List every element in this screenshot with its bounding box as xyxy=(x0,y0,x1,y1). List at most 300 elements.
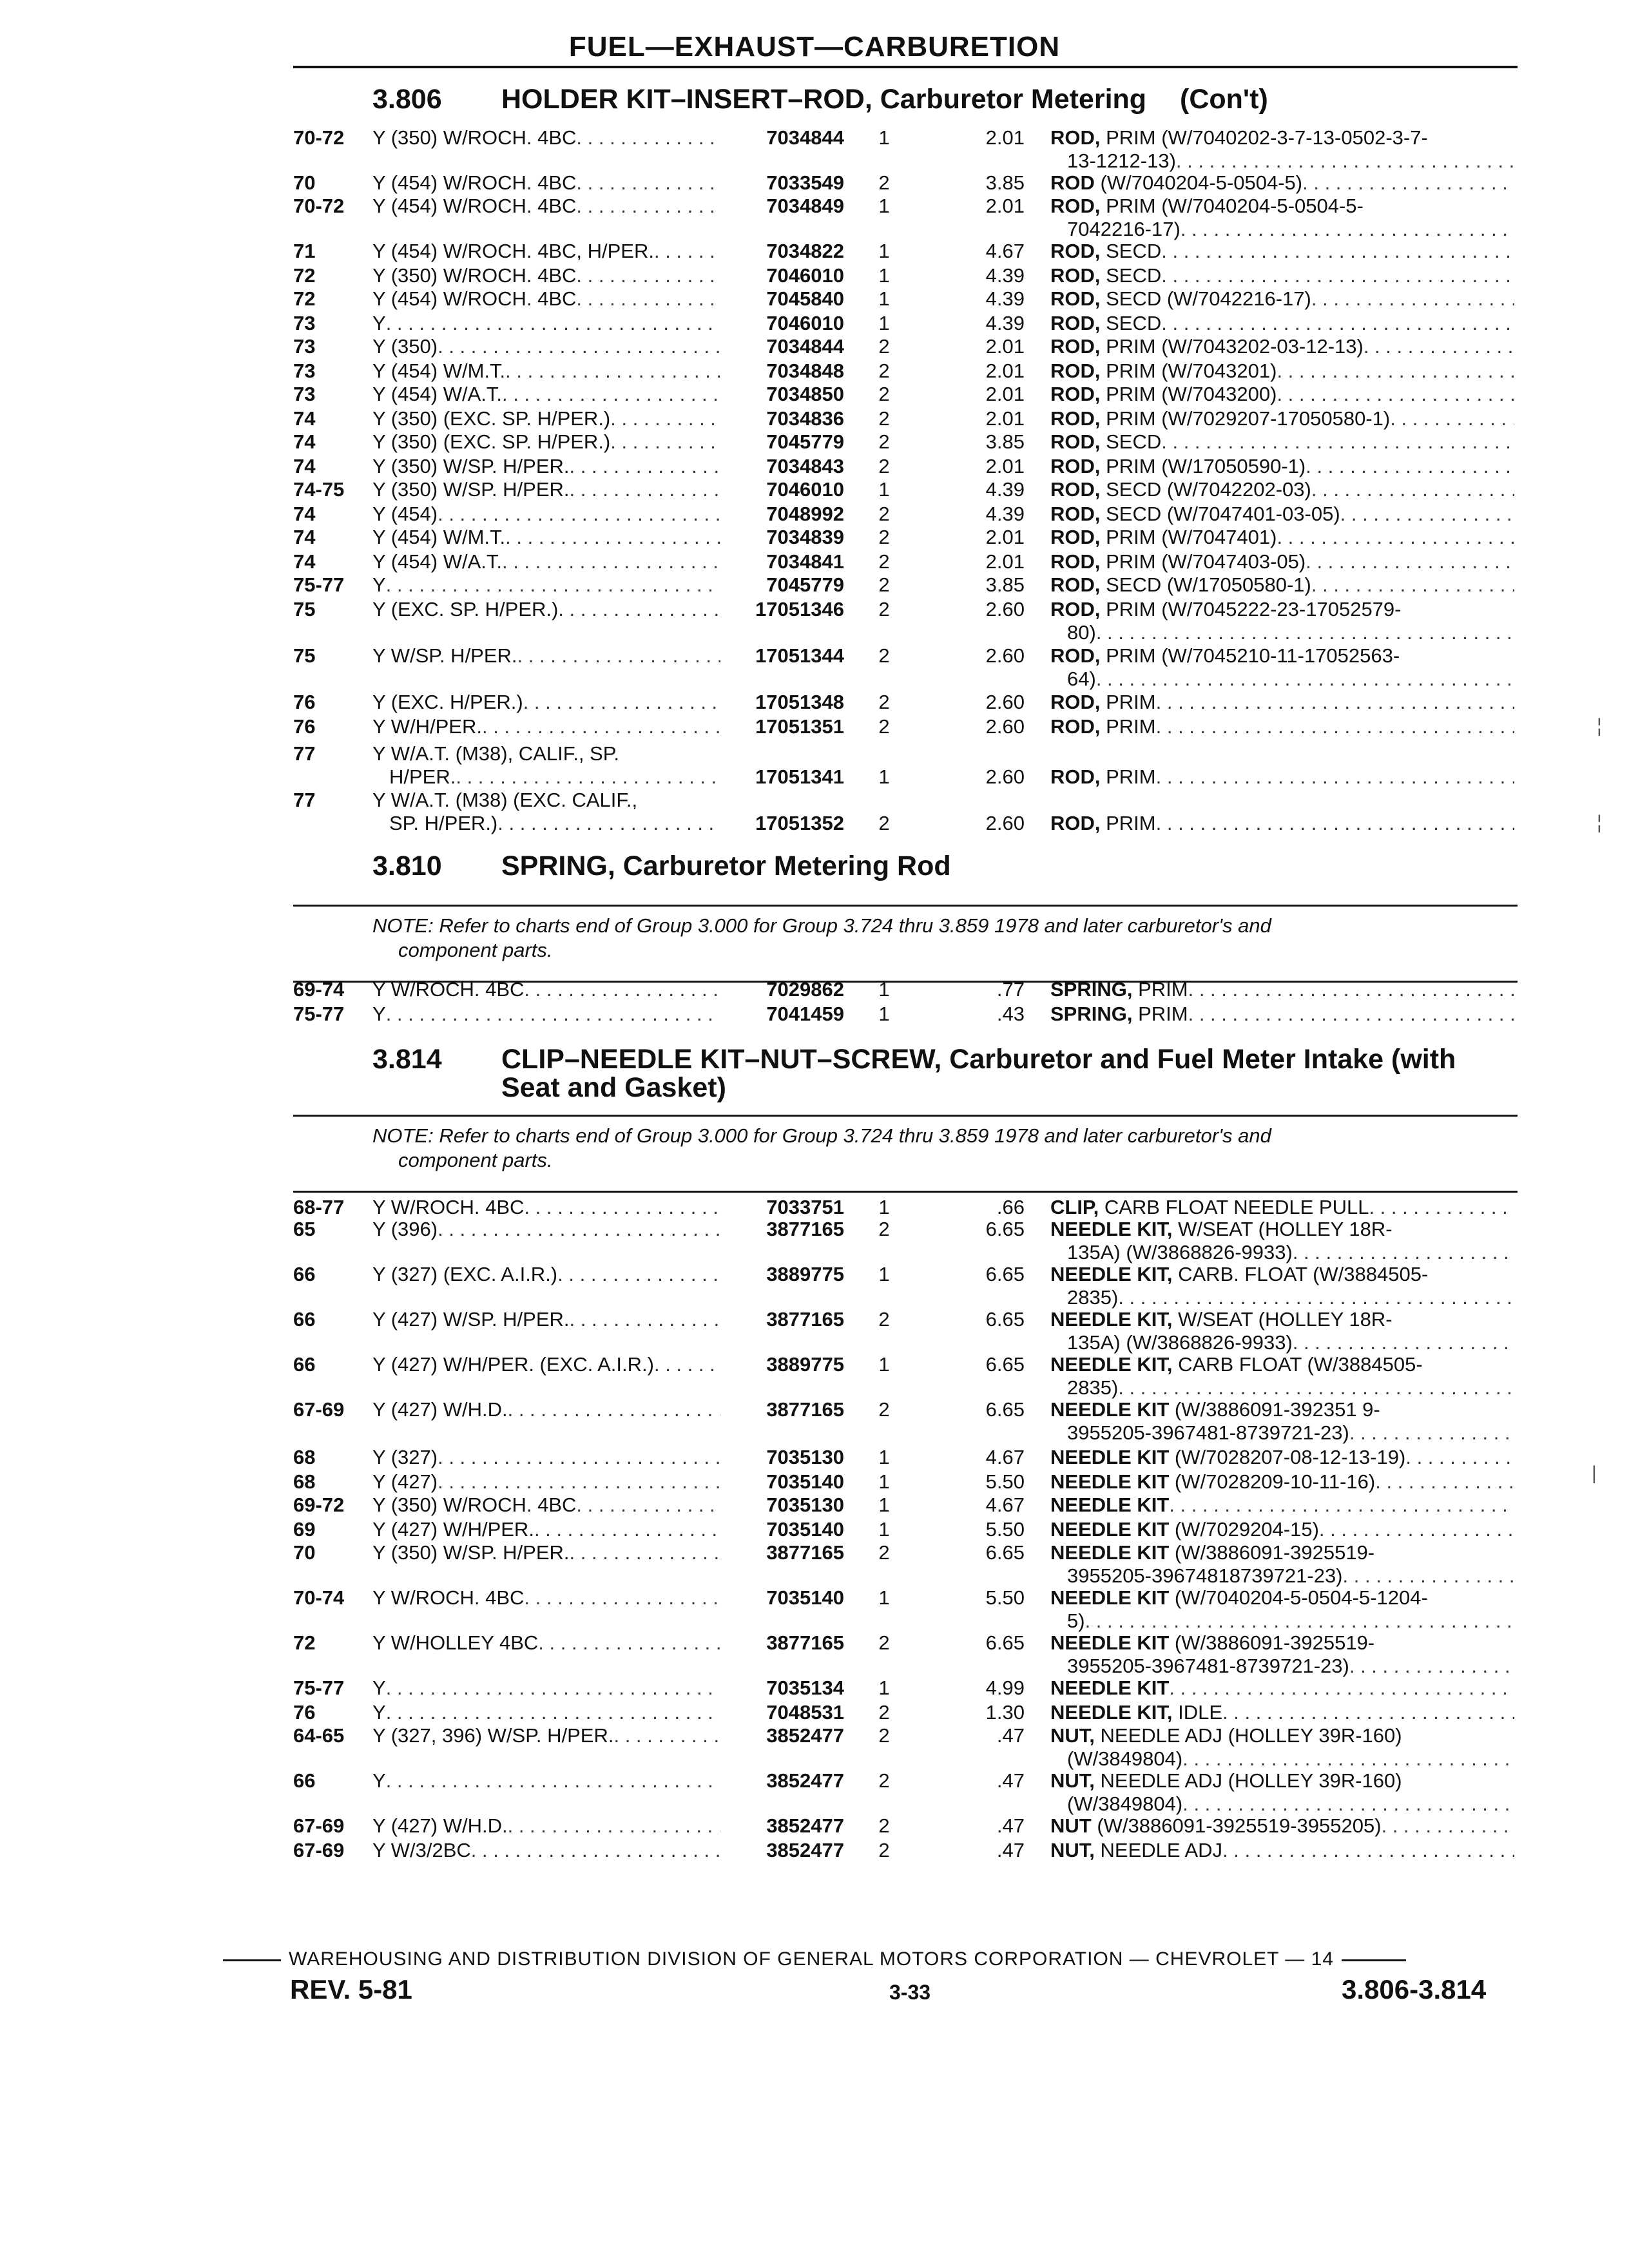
dot-leader xyxy=(1188,978,1514,1001)
description-text: 135A) (W/3868826-9933) xyxy=(1067,1331,1293,1354)
model-application xyxy=(372,1446,720,1469)
model-text: Y (427) W/H.D. xyxy=(372,1814,508,1837)
quantity: 1 xyxy=(878,1446,890,1468)
part-description xyxy=(1050,1196,1514,1219)
price: 6.65 xyxy=(985,1308,1025,1331)
price: 1.30 xyxy=(985,1701,1025,1724)
part-description xyxy=(1050,1518,1514,1541)
model-application xyxy=(372,1677,720,1700)
dot-leader xyxy=(386,573,720,597)
model-application xyxy=(372,264,720,287)
description-text: NEEDLE KIT xyxy=(1050,1677,1170,1699)
dot-leader xyxy=(1169,1677,1514,1700)
dot-leader xyxy=(1156,765,1514,789)
model-text: Y (327, 396) W/SP. H/PER. xyxy=(372,1724,614,1747)
price: 2.01 xyxy=(985,126,1025,149)
price: .47 xyxy=(996,1769,1025,1792)
model-application xyxy=(372,598,720,621)
dot-leader xyxy=(438,1470,720,1494)
quantity: 1 xyxy=(878,478,890,501)
dot-leader xyxy=(576,287,720,311)
part-description xyxy=(1050,503,1514,526)
section-suffix: (Con't) xyxy=(1180,84,1268,115)
part-number: 7035140 xyxy=(766,1518,844,1541)
model-application xyxy=(372,1631,720,1655)
model-application xyxy=(372,1586,720,1610)
description-text: ROD, PRIM (W/17050590-1) xyxy=(1050,455,1306,477)
quantity: 2 xyxy=(878,430,890,453)
quantity: 1 xyxy=(878,765,890,788)
part-number: 7034841 xyxy=(766,550,844,573)
description-text: NEEDLE KIT (W/7028209-10-11-16) xyxy=(1050,1470,1376,1493)
description-text: ROD, SECD (W/7042202-03) xyxy=(1050,478,1311,501)
dot-leader xyxy=(438,1218,720,1241)
model-year: 70 xyxy=(293,1541,316,1564)
dot-leader xyxy=(1293,1241,1514,1264)
part-number: 7034849 xyxy=(766,195,844,217)
model-text: Y W/3/2BC xyxy=(372,1839,471,1861)
model-application xyxy=(372,171,720,195)
model-application xyxy=(372,1196,720,1219)
model-year: 69 xyxy=(293,1518,316,1541)
quantity: 2 xyxy=(878,812,890,834)
description-text: ROD, PRIM (W/7047401) xyxy=(1050,526,1277,548)
section-title-3806 xyxy=(372,84,1268,115)
part-description xyxy=(1050,126,1514,173)
model-text: Y xyxy=(372,1003,386,1025)
description-text: NEEDLE KIT, W/SEAT (HOLLEY 18R- xyxy=(1050,1218,1393,1240)
dot-leader xyxy=(1182,1747,1514,1771)
description-text: 3955205-39674818739721-23) xyxy=(1067,1564,1343,1587)
dot-leader xyxy=(1161,430,1514,454)
dot-leader xyxy=(1349,1655,1514,1678)
description-text: 2835) xyxy=(1067,1286,1119,1309)
dot-leader xyxy=(1340,503,1514,526)
description-text: ROD, PRIM (W/7043202-03-12-13) xyxy=(1050,335,1364,358)
price: 4.39 xyxy=(985,478,1025,501)
price: .47 xyxy=(996,1814,1025,1837)
price: .47 xyxy=(996,1839,1025,1861)
price: 4.67 xyxy=(985,1446,1025,1468)
price: 2.60 xyxy=(985,598,1025,620)
model-year: 66 xyxy=(293,1769,316,1792)
description-text: NEEDLE KIT (W/3886091-3925519- xyxy=(1050,1541,1375,1564)
model-text: Y (454) W/ROCH. 4BC xyxy=(372,171,577,194)
model-year: 75-77 xyxy=(293,573,345,596)
description-text: ROD, SECD xyxy=(1050,240,1162,262)
description-text: ROD, PRIM (W/7045210-11-17052563- xyxy=(1050,644,1400,667)
quantity: 2 xyxy=(878,1814,890,1837)
part-number: 7034843 xyxy=(766,455,844,477)
part-description xyxy=(1050,526,1514,549)
quantity: 1 xyxy=(878,1494,890,1516)
quantity: 1 xyxy=(878,195,890,217)
part-number: 7045779 xyxy=(766,430,844,453)
model-text: Y (454) xyxy=(372,503,438,525)
part-number: 3852477 xyxy=(766,1769,844,1792)
model-year: 65 xyxy=(293,1218,316,1240)
dot-leader xyxy=(570,478,720,501)
quantity: 2 xyxy=(878,1631,890,1654)
model-text: Y (454) W/M.T. xyxy=(372,526,506,548)
dot-leader xyxy=(1118,1376,1514,1399)
part-number: 7034848 xyxy=(766,360,844,382)
model-year: 72 xyxy=(293,1631,316,1654)
price: .43 xyxy=(996,1003,1025,1025)
part-description xyxy=(1050,1631,1514,1678)
dot-leader xyxy=(1343,1564,1514,1588)
price: 2.01 xyxy=(985,383,1025,405)
model-year: 72 xyxy=(293,264,316,287)
model-application xyxy=(372,478,720,501)
price: 2.60 xyxy=(985,644,1025,667)
model-application xyxy=(372,1263,720,1286)
price: 4.39 xyxy=(985,287,1025,310)
part-number: 7048531 xyxy=(766,1701,844,1724)
model-application xyxy=(372,1814,720,1838)
dot-leader xyxy=(576,171,720,195)
model-text: Y (350) (EXC. SP. H/PER.) xyxy=(372,407,611,430)
part-description xyxy=(1050,1003,1514,1026)
note-1 xyxy=(372,914,1532,963)
part-description xyxy=(1050,598,1514,644)
model-year: 68 xyxy=(293,1446,316,1468)
model-year: 67-69 xyxy=(293,1398,345,1421)
model-application xyxy=(372,430,720,454)
part-number: 3877165 xyxy=(766,1541,844,1564)
model-application xyxy=(372,455,720,478)
part-description xyxy=(1050,360,1514,383)
part-number: 7034822 xyxy=(766,240,844,262)
model-year: 64-65 xyxy=(293,1724,345,1747)
dot-leader xyxy=(1169,1494,1514,1517)
model-application xyxy=(372,1769,720,1792)
model-application xyxy=(372,407,720,430)
price: 2.01 xyxy=(985,550,1025,573)
model-year: 68 xyxy=(293,1470,316,1493)
description-text: ROD, PRIM (W/7040204-5-0504-5- xyxy=(1050,195,1364,217)
quantity: 2 xyxy=(878,171,890,194)
dot-leader xyxy=(1311,478,1514,501)
model-text: Y W/SP. H/PER. xyxy=(372,644,517,667)
price: 3.85 xyxy=(985,573,1025,596)
description-text: NEEDLE KIT (W/7028207-08-12-13-19) xyxy=(1050,1446,1406,1468)
part-number: 17051341 xyxy=(755,765,844,788)
model-text: Y (427) xyxy=(372,1470,438,1493)
dot-leader xyxy=(497,812,720,835)
dot-leader xyxy=(1161,240,1514,263)
dot-leader xyxy=(613,1724,720,1747)
dot-leader xyxy=(505,360,720,383)
model-text: Y (350) W/SP. H/PER. xyxy=(372,478,570,501)
model-application xyxy=(372,312,720,335)
description-text: ROD, PRIM (W/7043200) xyxy=(1050,383,1277,405)
description-text: ROD, PRIM xyxy=(1050,691,1156,713)
part-number: 3889775 xyxy=(766,1263,844,1285)
dot-leader xyxy=(386,312,720,335)
dot-leader xyxy=(1156,691,1514,714)
part-number: 7035130 xyxy=(766,1446,844,1468)
part-description xyxy=(1050,264,1514,287)
description-text: ROD, SECD xyxy=(1050,312,1162,334)
description-text: 13-1212-13) xyxy=(1067,149,1176,172)
model-text: Y (454) W/M.T. xyxy=(372,360,506,382)
description-text: NEEDLE KIT, IDLE xyxy=(1050,1701,1222,1724)
price: 4.99 xyxy=(985,1677,1025,1699)
quantity: 2 xyxy=(878,573,890,596)
quantity: 2 xyxy=(878,1398,890,1421)
model-text: Y (350) xyxy=(372,335,438,358)
part-number: 3877165 xyxy=(766,1308,844,1331)
quantity: 1 xyxy=(878,287,890,310)
quantity: 1 xyxy=(878,1470,890,1493)
model-year: 66 xyxy=(293,1308,316,1331)
model-text: Y W/ROCH. 4BC xyxy=(372,978,525,1001)
model-year: 73 xyxy=(293,312,316,334)
dot-leader xyxy=(505,526,720,549)
part-description xyxy=(1050,715,1514,738)
scan-mark: ¦ xyxy=(1597,812,1602,833)
model-year: 77 xyxy=(293,742,316,765)
section-name: SPRING, Carburetor Metering Rod xyxy=(501,850,951,881)
dot-leader xyxy=(1311,287,1514,311)
model-text: Y (327) xyxy=(372,1446,438,1468)
dot-leader xyxy=(502,383,720,406)
part-number: 7045840 xyxy=(766,287,844,310)
part-description xyxy=(1050,335,1514,358)
note-line: component parts. xyxy=(398,939,553,961)
quantity: 2 xyxy=(878,598,890,620)
part-description xyxy=(1050,195,1514,241)
model-application xyxy=(372,287,720,311)
description-text: 5) xyxy=(1067,1610,1085,1632)
description-text: ROD, PRIM xyxy=(1050,812,1156,834)
model-application xyxy=(372,691,720,714)
price: 6.65 xyxy=(985,1541,1025,1564)
description-text: ROD, SECD xyxy=(1050,264,1162,287)
part-description xyxy=(1050,240,1514,263)
dot-leader xyxy=(1277,526,1514,549)
quantity: 1 xyxy=(878,1196,890,1218)
description-text: 3955205-3967481-8739721-23) xyxy=(1067,1655,1349,1677)
quantity: 1 xyxy=(878,264,890,287)
dot-leader xyxy=(456,765,720,789)
note-2 xyxy=(372,1124,1532,1173)
dot-leader xyxy=(386,1677,720,1700)
quantity: 2 xyxy=(878,383,890,405)
model-text: Y xyxy=(372,573,386,596)
description-text: CLIP, CARB FLOAT NEEDLE PULL xyxy=(1050,1196,1369,1218)
part-number: 7035130 xyxy=(766,1494,844,1516)
part-number: 7041459 xyxy=(766,1003,844,1025)
description-text: ROD, SECD (W/7042216-17) xyxy=(1050,287,1311,310)
part-number: 3852477 xyxy=(766,1724,844,1747)
dot-leader xyxy=(1369,1196,1514,1219)
model-application xyxy=(372,1839,720,1862)
description-text: NUT, NEEDLE ADJ (HOLLEY 39R-160) xyxy=(1050,1724,1402,1747)
price: 4.39 xyxy=(985,503,1025,525)
model-application xyxy=(372,1724,720,1747)
dot-leader xyxy=(576,195,720,218)
dot-leader xyxy=(438,335,720,358)
dot-leader xyxy=(1222,1839,1514,1862)
dot-leader xyxy=(1085,1610,1514,1633)
model-application xyxy=(372,1218,720,1241)
model-year: 70 xyxy=(293,171,316,194)
model-year: 71 xyxy=(293,240,316,262)
quantity: 2 xyxy=(878,715,890,738)
model-text: Y (350) W/ROCH. 4BC xyxy=(372,1494,577,1516)
dot-leader xyxy=(482,715,720,738)
part-description xyxy=(1050,171,1514,195)
dot-leader xyxy=(576,264,720,287)
quantity: 2 xyxy=(878,335,890,358)
part-number: 3877165 xyxy=(766,1218,844,1240)
section-number: 3.814 xyxy=(372,1044,442,1075)
model-year: 66 xyxy=(293,1353,316,1376)
price: .47 xyxy=(996,1724,1025,1747)
model-year: 73 xyxy=(293,335,316,358)
price: 4.67 xyxy=(985,1494,1025,1516)
dot-leader xyxy=(502,550,720,573)
model-text: Y (396) xyxy=(372,1218,438,1240)
part-number: 17051344 xyxy=(755,644,844,667)
model-year: 73 xyxy=(293,360,316,382)
description-text: ROD, PRIM (W/7047403-05) xyxy=(1050,550,1306,573)
price: 6.65 xyxy=(985,1218,1025,1240)
part-description xyxy=(1050,1769,1514,1816)
dot-leader xyxy=(1306,550,1514,573)
description-text: ROD, SECD (W/17050580-1) xyxy=(1050,573,1311,596)
price: 4.39 xyxy=(985,312,1025,334)
model-text: Y (427) W/H/PER. (EXC. A.I.R.) xyxy=(372,1353,654,1376)
description-text: ROD, SECD xyxy=(1050,430,1162,453)
description-text: 3955205-3967481-8739721-23) xyxy=(1067,1421,1349,1444)
model-year: 70-72 xyxy=(293,195,345,217)
model-application xyxy=(372,1541,720,1564)
model-text: Y (350) W/SP. H/PER. xyxy=(372,455,570,477)
model-text: Y (427) W/SP. H/PER. xyxy=(372,1308,570,1331)
part-description xyxy=(1050,287,1514,311)
model-application xyxy=(372,383,720,406)
part-description xyxy=(1050,1814,1514,1838)
model-year: 66 xyxy=(293,1263,316,1285)
model-text: Y (454) W/A.T. xyxy=(372,550,502,573)
model-year: 74 xyxy=(293,407,316,430)
description-text: (W/3849804) xyxy=(1067,1792,1183,1815)
description-text: 64) xyxy=(1067,668,1096,690)
part-description xyxy=(1050,1494,1514,1517)
model-text: Y (350) W/ROCH. 4BC xyxy=(372,126,577,149)
description-text: NEEDLE KIT, CARB FLOAT (W/3884505- xyxy=(1050,1353,1423,1376)
part-description xyxy=(1050,1398,1514,1445)
quantity: 1 xyxy=(878,312,890,334)
model-text: Y (454) W/A.T. xyxy=(372,383,502,405)
description-text: 80) xyxy=(1067,621,1096,644)
model-text: Y W/ROCH. 4BC xyxy=(372,1196,525,1218)
section-name: CLIP–NEEDLE KIT–NUT–SCREW, Carburetor and Fuel Meter Intake (with xyxy=(501,1044,1456,1075)
price: 2.60 xyxy=(985,812,1025,834)
model-year: 72 xyxy=(293,287,316,310)
part-number: 7033549 xyxy=(766,171,844,194)
model-text: Y (350) W/SP. H/PER. xyxy=(372,1541,570,1564)
dot-leader xyxy=(1181,218,1514,241)
dot-leader xyxy=(438,1446,720,1469)
model-year: 75 xyxy=(293,644,316,667)
model-application xyxy=(372,1518,720,1541)
quantity: 2 xyxy=(878,407,890,430)
part-description xyxy=(1050,1541,1514,1588)
model-year: 76 xyxy=(293,691,316,713)
dot-leader xyxy=(1156,715,1514,738)
description-text: SPRING, PRIM xyxy=(1050,978,1188,1001)
section-number: 3.806 xyxy=(372,84,442,115)
quantity: 2 xyxy=(878,503,890,525)
description-text: NUT, NEEDLE ADJ xyxy=(1050,1839,1223,1861)
quantity: 1 xyxy=(878,1677,890,1699)
model-application xyxy=(372,978,720,1001)
price: 5.50 xyxy=(985,1518,1025,1541)
model-application xyxy=(372,503,720,526)
model-text: Y (327) (EXC. A.I.R.) xyxy=(372,1263,558,1285)
dot-leader xyxy=(1096,621,1514,644)
price: 2.01 xyxy=(985,195,1025,217)
dot-leader xyxy=(1182,1792,1514,1816)
price: 2.01 xyxy=(985,455,1025,477)
model-year: 73 xyxy=(293,383,316,405)
part-description xyxy=(1050,407,1514,430)
part-description xyxy=(1050,1470,1514,1494)
part-number: 7048992 xyxy=(766,503,844,525)
model-year: 70-74 xyxy=(293,1586,345,1609)
part-description xyxy=(1050,1263,1514,1309)
part-description xyxy=(1050,644,1514,691)
model-year: 69-74 xyxy=(293,978,345,1001)
dot-leader xyxy=(1156,812,1514,835)
part-description xyxy=(1050,573,1514,597)
section-range: 3.806-3.814 xyxy=(1342,1974,1487,2004)
dot-leader xyxy=(570,455,720,478)
page-number: 3-33 xyxy=(889,1981,931,2004)
description-text: ROD, PRIM (W/7029207-17050580-1) xyxy=(1050,407,1391,430)
part-number: 7046010 xyxy=(766,264,844,287)
model-text: Y W/H/PER. xyxy=(372,715,482,738)
quantity: 2 xyxy=(878,1839,890,1861)
dot-leader xyxy=(1293,1331,1514,1354)
part-description xyxy=(1050,978,1514,1001)
dot-leader xyxy=(386,1003,720,1026)
description-text: NEEDLE KIT (W/3886091-392351 9- xyxy=(1050,1398,1380,1421)
part-number: 7034844 xyxy=(766,335,844,358)
model-application xyxy=(372,195,720,218)
model-text: Y xyxy=(372,1701,386,1724)
part-number: 3877165 xyxy=(766,1398,844,1421)
model-year: 76 xyxy=(293,715,316,738)
price: 3.85 xyxy=(985,430,1025,453)
dot-leader xyxy=(1405,1446,1514,1469)
model-application xyxy=(372,1308,720,1331)
note-line: NOTE: Refer to charts end of Group 3.000 for Group 3.724 thru 3.859 1978 and later carburetor's and xyxy=(372,914,1271,937)
dot-leader xyxy=(524,1586,720,1610)
part-number: 17051351 xyxy=(755,715,844,738)
dot-leader xyxy=(1319,1518,1514,1541)
part-number: 7035140 xyxy=(766,1470,844,1493)
model-text: Y (454) W/ROCH. 4BC xyxy=(372,195,577,217)
model-year: 74 xyxy=(293,455,316,477)
model-application xyxy=(372,1003,720,1026)
part-number: 7034836 xyxy=(766,407,844,430)
description-text: NEEDLE KIT (W/7040204-5-0504-5-1204- xyxy=(1050,1586,1428,1609)
